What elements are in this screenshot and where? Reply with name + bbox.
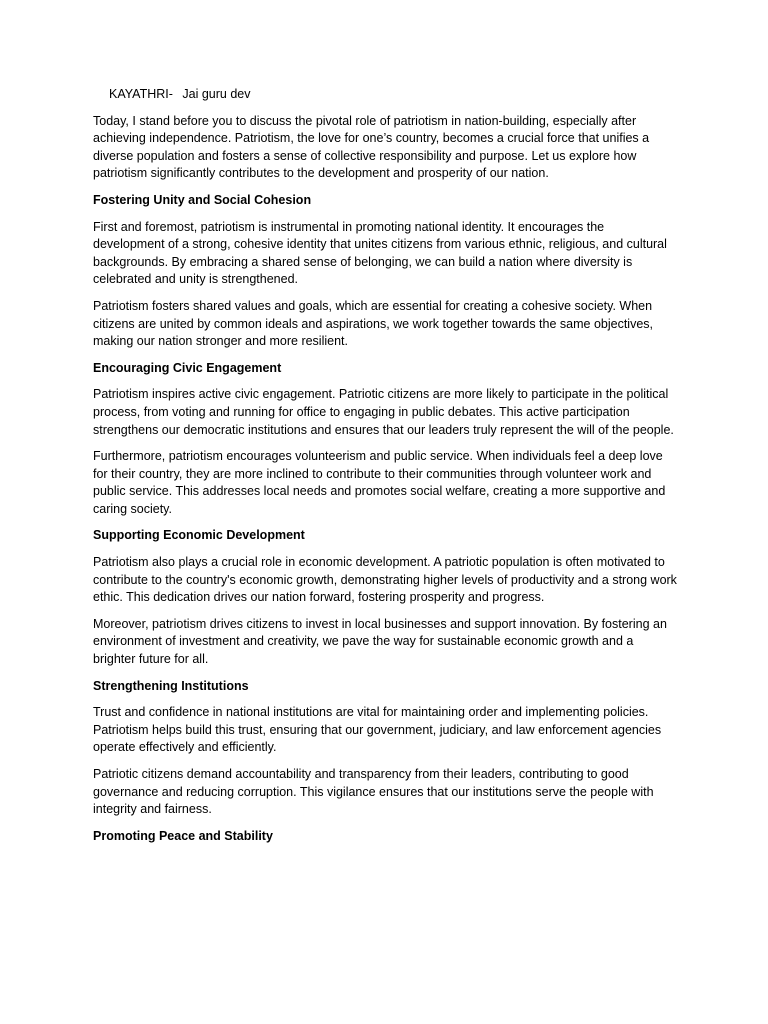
greeting: Jai guru dev — [182, 87, 251, 101]
author-name: KAYATHRI- — [109, 87, 173, 101]
section-heading: Fostering Unity and Social Cohesion — [93, 192, 312, 207]
section-peace — [93, 828, 678, 846]
section-institutions — [93, 678, 678, 819]
section-economic — [93, 527, 678, 668]
body-paragraph: First and foremost, patriotism is instrumental in promoting national identity. It encourages the development of a strong, cohesive identity that unites citizens from various ethnic, religious, and cultural backgrounds. By embracing a shared sense of belonging, we can build a nation where diversity is celebrated and unity is strengthened. — [93, 219, 667, 287]
section-heading: Strengthening Institutions — [93, 678, 249, 693]
author-line — [93, 86, 678, 104]
body-paragraph: Patriotic citizens demand accountability and transparency from their leaders, contributing to good governance and reducing corruption. This vigilance ensures that our institutions serve the people with integrity and fairness. — [93, 767, 654, 817]
body-paragraph: Patriotism fosters shared values and goals, which are essential for creating a cohesive society. When citizens are united by common ideals and aspirations, we work together towards the same objectives, making our nation stronger and more resilient. — [93, 298, 654, 349]
body-paragraph: Moreover, patriotism drives citizens to invest in local businesses and support innovation. By fostering an environment of investment and creativity, we pave the way for sustainable economic growth and a brighter future for all. — [93, 616, 667, 667]
section-unity — [93, 192, 678, 351]
body-paragraph: Patriotism inspires active civic engagement. Patriotic citizens are more likely to participate in the political process, from voting and running for office to engaging in public debates. This active participation strengthens our democratic institutions and ensures that our leaders truly represent the will of the people. — [93, 387, 674, 437]
document-page — [93, 86, 678, 854]
section-heading: Encouraging Civic Engagement — [93, 360, 282, 375]
section-heading: Supporting Economic Development — [93, 528, 305, 543]
section-heading: Promoting Peace and Stability — [93, 828, 273, 843]
body-paragraph: Furthermore, patriotism encourages volunteerism and public service. When individuals feel a deep love for their country, they are more inclined to contribute to their communities through volunteer work and public service. This addresses local needs and promotes social welfare, creating a more supportive and caring society. — [93, 449, 666, 516]
section-civic — [93, 360, 678, 519]
intro-paragraph: Today, I stand before you to discuss the pivotal role of patriotism in nation-building, especially after achieving independence. Patriotism, the love for one’s country, becomes a crucial force that unifies a diverse population and fosters a sense of collective responsibility and purpose. Let us explore how patriotism significantly contributes to the development and prosperity of our nation. — [93, 113, 650, 181]
body-paragraph: Trust and confidence in national institutions are vital for maintaining order and implementing policies. Patriotism helps build this trust, ensuring that our government, judiciary, and law enforcement agencies operate effectively and efficiently. — [93, 705, 662, 755]
body-paragraph: Patriotism also plays a crucial role in economic development. A patriotic population is often motivated to contribute to the country's economic growth, demonstrating higher levels of productivity and a strong work ethic. This dedication drives our nation forward, fostering prosperity and progress. — [93, 555, 677, 605]
